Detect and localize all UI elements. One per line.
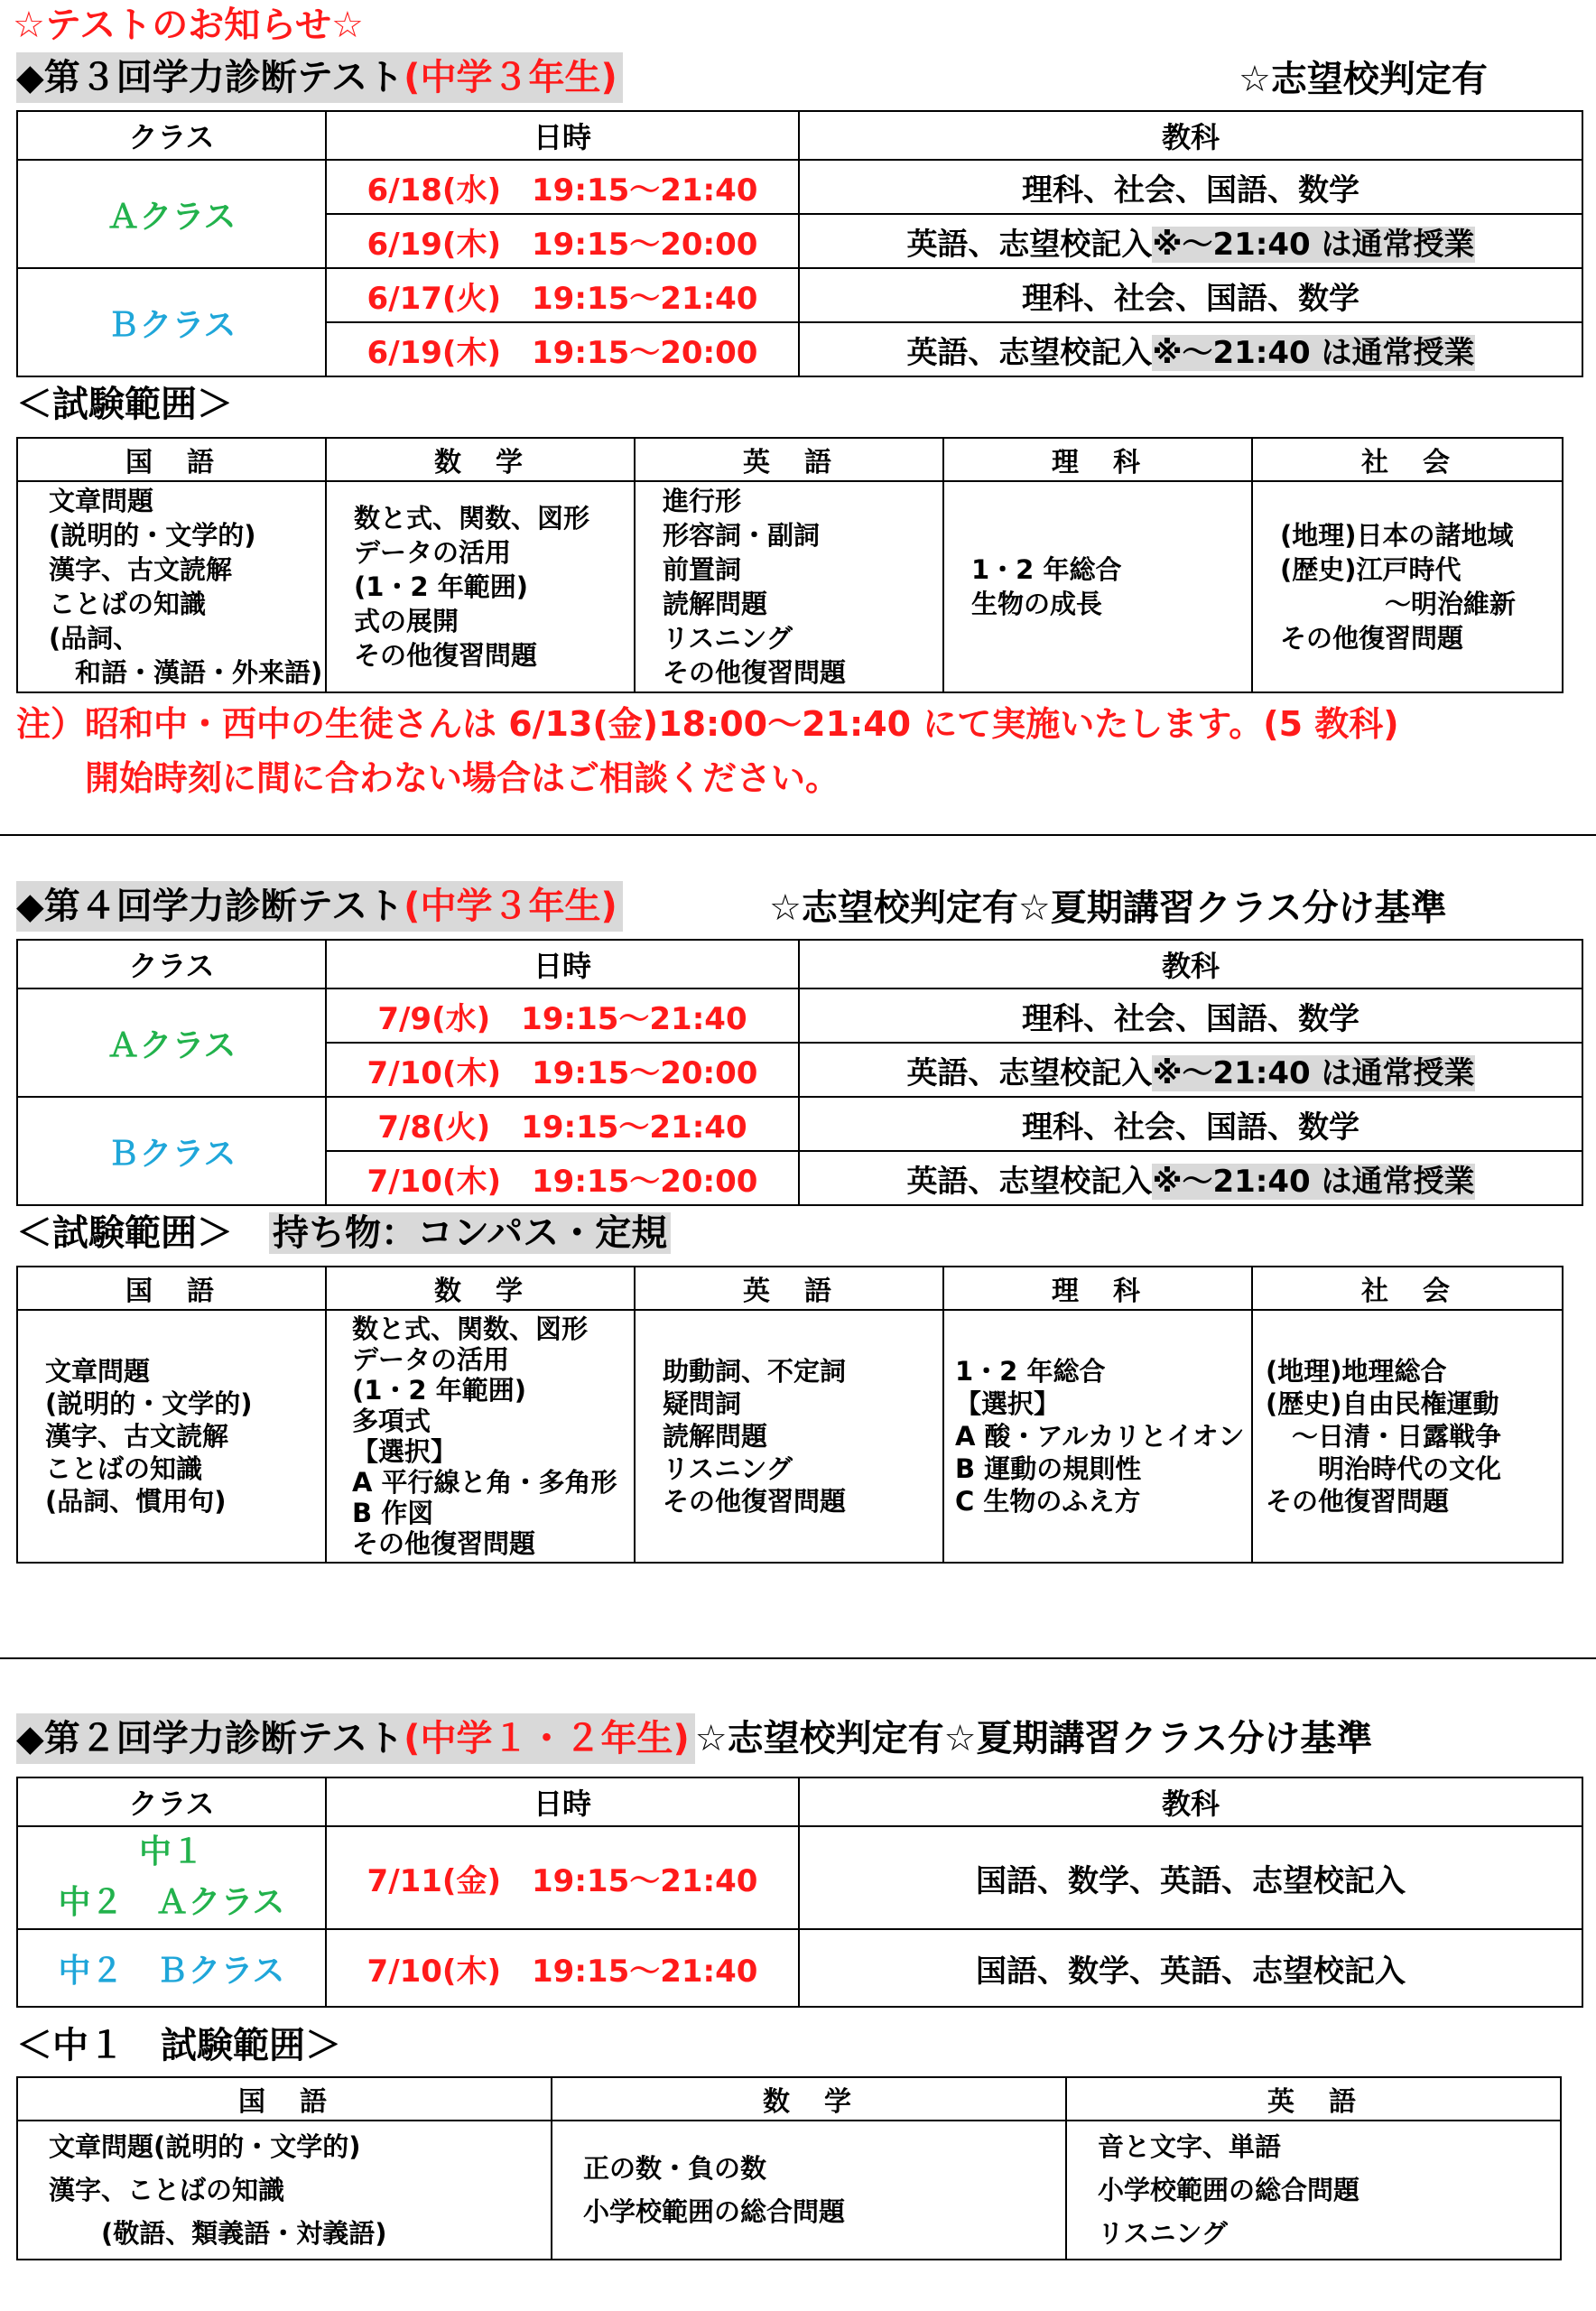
range-math: 数と式、関数、図形 データの活用 (1・2 年範囲) 式の展開 その他復習問題 [326,481,635,692]
range-math: 数と式、関数、図形 データの活用 (1・2 年範囲) 多項式 【選択】 A 平行線と角・多角形 B 作図 その他復習問題 [326,1310,635,1563]
range-header-math: 数 学 [326,438,635,481]
col-header-date: 日時 [326,940,799,988]
s1-range-table [16,437,1564,693]
range-header-english: 英 語 [1066,2077,1561,2121]
col-header-class: クラス [17,1777,326,1826]
schedule-subject: 英語、志望校記入※～21:40 は通常授業 [799,1043,1582,1097]
col-header-subject: 教科 [799,111,1582,160]
schedule-date: 7/11(金) 19:15～21:40 [326,1826,799,1929]
range-social: (地理)日本の諸地域 (歴史)江戸時代 ～明治維新 その他復習問題 [1252,481,1563,692]
schedule-date: 7/10(木) 19:15～20:00 [326,1043,799,1097]
schedule-subject: 英語、志望校記入※～21:40 は通常授業 [799,322,1582,376]
range-japanese: 文章問題(説明的・文学的) 漢字、ことばの知識 (敬語、類義語・対義語) [17,2121,552,2260]
schedule-subject: 英語、志望校記入※～21:40 は通常授業 [799,214,1582,268]
s3-heading [16,1713,1372,1764]
schedule-date: 6/17(火) 19:15～21:40 [326,268,799,322]
range-header-science: 理 科 [943,438,1252,481]
s3-tag: ☆志望校判定有☆夏期講習クラス分け基準 [694,1718,1373,1759]
range-math: 正の数・負の数 小学校範囲の総合問題 [552,2121,1066,2260]
class-a: Ａクラス [17,988,326,1097]
class-b: Ｂクラス [17,1097,326,1205]
range-header-social: 社 会 [1252,438,1563,481]
s1-title: ◆第３回学力診断テスト [16,57,404,98]
range-japanese: 文章問題 (説明的・文学的) 漢字、古文読解 ことばの知識 (品詞、 和語・漢語・外来語) [17,481,326,692]
col-header-subject: 教科 [799,1777,1582,1826]
schedule-date: 7/10(木) 19:15～20:00 [326,1151,799,1205]
schedule-date: 7/10(木) 19:15～21:40 [326,1929,799,2007]
range-header-math: 数 学 [552,2077,1066,2121]
s3-range-heading: ＜中１ 試験範囲＞ [16,2025,341,2066]
range-header-math: 数 学 [326,1267,635,1310]
s1-title-grade: (中学３年生) [404,57,617,98]
range-header-japanese: 国 語 [17,2077,552,2121]
page-title: ☆テストのお知らせ☆ [13,5,364,46]
range-science: 1・2 年総合 生物の成長 [943,481,1252,692]
col-header-date: 日時 [326,1777,799,1826]
schedule-date: 7/8(火) 19:15～21:40 [326,1097,799,1151]
s3-schedule-table [16,1777,1583,2008]
range-english: 音と文字、単語 小学校範囲の総合問題 リスニング [1066,2121,1561,2260]
regular-class-note: ※～21:40 は通常授業 [1152,1163,1475,1200]
col-header-class: クラス [17,111,326,160]
range-header-english: 英 語 [635,438,943,481]
s2-range-table [16,1266,1564,1564]
schedule-subject: 理科、社会、国語、数学 [799,1097,1582,1151]
class-b: Ｂクラス [17,268,326,376]
schedule-date: 6/18(水) 19:15～21:40 [326,160,799,214]
class-a: 中１ 中２ Ａクラス [17,1826,326,1929]
col-header-class: クラス [17,940,326,988]
schedule-date: 7/9(水) 19:15～21:40 [326,988,799,1043]
s1-range-heading: ＜試験範囲＞ [16,384,233,425]
col-header-subject: 教科 [799,940,1582,988]
schedule-subject: 国語、数学、英語、志望校記入 [799,1929,1582,2007]
regular-class-note: ※～21:40 は通常授業 [1152,334,1475,371]
range-header-japanese: 国 語 [17,438,326,481]
divider [0,1657,1596,1659]
s1-tag: ☆志望校判定有 [1239,59,1488,100]
regular-class-note: ※～21:40 は通常授業 [1152,226,1475,263]
s3-range-table [16,2076,1562,2260]
s2-schedule-table [16,939,1583,1206]
s3-title: ◆第２回学力診断テスト [16,1718,404,1759]
schedule-date: 6/19(木) 19:15～20:00 [326,322,799,376]
range-science: 1・2 年総合 【選択】 A 酸・アルカリとイオン B 運動の規則性 C 生物のふえ方 [943,1310,1252,1563]
schedule-subject: 英語、志望校記入※～21:40 は通常授業 [799,1151,1582,1205]
schedule-date: 6/19(木) 19:15～20:00 [326,214,799,268]
schedule-subject: 国語、数学、英語、志望校記入 [799,1826,1582,1929]
col-header-date: 日時 [326,111,799,160]
range-japanese: 文章問題 (説明的・文学的) 漢字、古文読解 ことばの知識 (品詞、慣用句) [17,1310,326,1563]
range-header-japanese: 国 語 [17,1267,326,1310]
s1-heading [16,52,623,103]
range-header-social: 社 会 [1252,1267,1563,1310]
schedule-subject: 理科、社会、国語、数学 [799,160,1582,214]
schedule-subject: 理科、社会、国語、数学 [799,988,1582,1043]
s2-heading [16,881,623,932]
belongings: 持ち物：コンパス・定規 [269,1212,671,1254]
range-english: 助動詞、不定詞 疑問詞 読解問題 リスニング その他復習問題 [635,1310,943,1563]
divider [0,834,1596,836]
s2-title-grade: (中学３年生) [404,886,617,927]
s1-schedule-table [16,110,1583,377]
range-english: 進行形 形容詞・副詞 前置詞 読解問題 リスニング その他復習問題 [635,481,943,692]
range-social: (地理)地理総合 (歴史)自由民権運動 ～日清・日露戦争 明治時代の文化 その他復習問題 [1252,1310,1563,1563]
class-b: 中２ Ｂクラス [17,1929,326,2007]
s1-note: 注）昭和中・西中の生徒さんは 6/13(金)18:00～21:40 にて実施いたします。(5 教科) 開始時刻に間に合わない場合はご相談ください。 [16,704,1399,798]
range-header-science: 理 科 [943,1267,1252,1310]
s3-title-grade: (中学１・２年生) [404,1718,690,1759]
schedule-subject: 理科、社会、国語、数学 [799,268,1582,322]
regular-class-note: ※～21:40 は通常授業 [1152,1054,1475,1091]
range-header-english: 英 語 [635,1267,943,1310]
s2-title: ◆第４回学力診断テスト [16,886,404,927]
s2-tag: ☆志望校判定有☆夏期講習クラス分け基準 [769,887,1447,929]
class-a: Ａクラス [17,160,326,268]
s2-range-heading: ＜試験範囲＞ 持ち物：コンパス・定規 [16,1208,671,1258]
